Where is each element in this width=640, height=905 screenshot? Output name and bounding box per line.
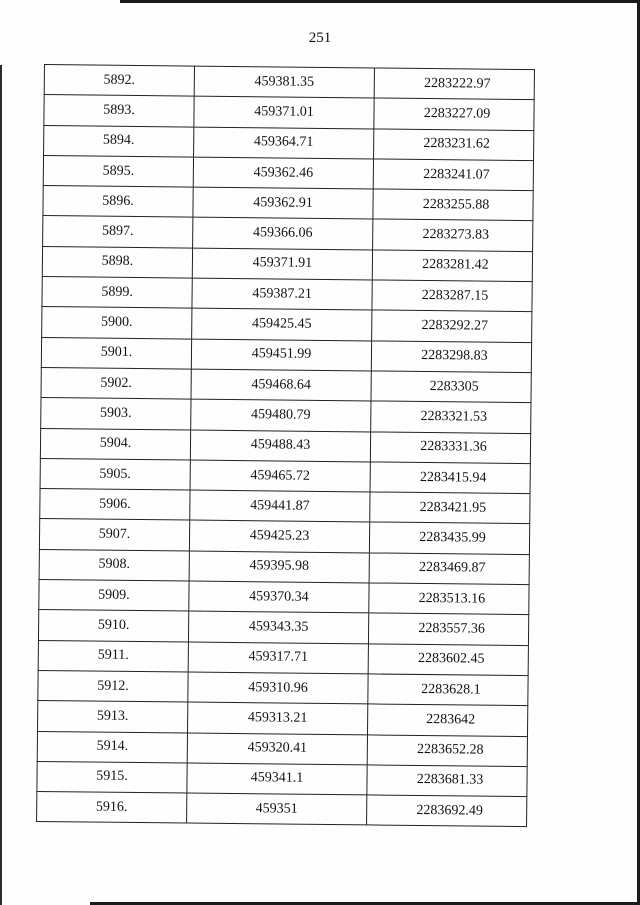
point-number-cell: 5911. <box>38 640 188 672</box>
y-coordinate-cell: 2283305 <box>371 371 531 403</box>
x-coordinate-cell: 459317.71 <box>188 642 368 674</box>
y-coordinate-cell: 2283287.15 <box>372 280 532 312</box>
y-coordinate-cell: 2283652.28 <box>367 734 527 766</box>
x-coordinate-cell: 459395.98 <box>189 551 369 583</box>
y-coordinate-cell: 2283321.53 <box>371 401 531 433</box>
x-coordinate-cell: 459313.21 <box>188 702 368 734</box>
x-coordinate-cell: 459366.06 <box>193 218 373 250</box>
y-coordinate-cell: 2283227.09 <box>374 98 534 130</box>
y-coordinate-cell: 2283642 <box>367 704 527 736</box>
point-number-cell: 5901. <box>41 337 191 369</box>
point-number-cell: 5912. <box>38 670 188 702</box>
x-coordinate-cell: 459451.99 <box>191 339 371 371</box>
x-coordinate-cell: 459381.35 <box>194 66 374 98</box>
y-coordinate-cell: 2283681.33 <box>367 765 527 797</box>
point-number-cell: 5905. <box>40 458 190 490</box>
x-coordinate-cell: 459362.46 <box>193 157 373 189</box>
y-coordinate-cell: 2283331.36 <box>370 432 530 464</box>
page-number: 251 <box>308 30 332 46</box>
x-coordinate-cell: 459310.96 <box>188 672 368 704</box>
x-coordinate-cell: 459425.23 <box>189 521 369 553</box>
point-number-cell: 5915. <box>37 761 187 793</box>
table-row <box>37 792 527 827</box>
point-number-cell: 5904. <box>40 428 190 460</box>
y-coordinate-cell: 2283292.27 <box>372 310 532 342</box>
point-number-cell: 5902. <box>41 367 191 399</box>
y-coordinate-cell: 2283255.88 <box>373 189 533 221</box>
x-coordinate-cell: 459480.79 <box>191 399 371 431</box>
point-number-cell: 5900. <box>42 307 192 339</box>
point-number-cell: 5916. <box>37 792 187 824</box>
point-number-cell: 5893. <box>44 95 194 127</box>
x-coordinate-cell: 459425.45 <box>192 308 372 340</box>
y-coordinate-cell: 2283469.87 <box>369 553 529 585</box>
x-coordinate-cell: 459387.21 <box>192 278 372 310</box>
y-coordinate-cell: 2283231.62 <box>374 129 534 161</box>
y-coordinate-cell: 2283421.95 <box>370 492 530 524</box>
x-coordinate-cell: 459341.1 <box>187 763 367 795</box>
x-coordinate-cell: 459351 <box>187 793 367 825</box>
x-coordinate-cell: 459488.43 <box>190 430 370 462</box>
coordinates-table-wrapper <box>36 64 534 828</box>
point-number-cell: 5892. <box>44 65 194 97</box>
point-number-cell: 5903. <box>41 398 191 430</box>
y-coordinate-cell: 2283628.1 <box>368 674 528 706</box>
point-number-cell: 5898. <box>42 246 192 278</box>
x-coordinate-cell: 459468.64 <box>191 369 371 401</box>
x-coordinate-cell: 459465.72 <box>190 460 370 492</box>
y-coordinate-cell: 2283415.94 <box>370 462 530 494</box>
x-coordinate-cell: 459320.41 <box>187 733 367 765</box>
y-coordinate-cell: 2283281.42 <box>372 250 532 282</box>
y-coordinate-cell: 2283273.83 <box>373 219 533 251</box>
x-coordinate-cell: 459371.01 <box>194 96 374 128</box>
x-coordinate-cell: 459364.71 <box>194 127 374 159</box>
table-body <box>37 65 535 828</box>
x-coordinate-cell: 459371.91 <box>192 248 372 280</box>
x-coordinate-cell: 459362.91 <box>193 187 373 219</box>
point-number-cell: 5909. <box>39 580 189 612</box>
y-coordinate-cell: 2283298.83 <box>371 341 531 373</box>
y-coordinate-cell: 2283513.16 <box>369 583 529 615</box>
point-number-cell: 5896. <box>43 186 193 218</box>
point-number-cell: 5906. <box>40 489 190 521</box>
point-number-cell: 5895. <box>43 155 193 187</box>
point-number-cell: 5913. <box>38 701 188 733</box>
point-number-cell: 5897. <box>43 216 193 248</box>
point-number-cell: 5908. <box>39 549 189 581</box>
coordinates-table <box>36 64 535 828</box>
y-coordinate-cell: 2283602.45 <box>368 644 528 676</box>
y-coordinate-cell: 2283241.07 <box>373 159 533 191</box>
point-number-cell: 5907. <box>39 519 189 551</box>
point-number-cell: 5899. <box>42 277 192 309</box>
y-coordinate-cell: 2283435.99 <box>369 522 529 554</box>
scan-edge-top <box>120 0 640 3</box>
x-coordinate-cell: 459370.34 <box>189 581 369 613</box>
scan-edge-left <box>0 65 2 905</box>
y-coordinate-cell: 2283557.36 <box>368 613 528 645</box>
point-number-cell: 5894. <box>44 125 194 157</box>
y-coordinate-cell: 2283222.97 <box>374 68 534 100</box>
x-coordinate-cell: 459441.87 <box>190 490 370 522</box>
y-coordinate-cell: 2283692.49 <box>367 795 527 827</box>
point-number-cell: 5914. <box>37 731 187 763</box>
point-number-cell: 5910. <box>38 610 188 642</box>
x-coordinate-cell: 459343.35 <box>188 611 368 643</box>
